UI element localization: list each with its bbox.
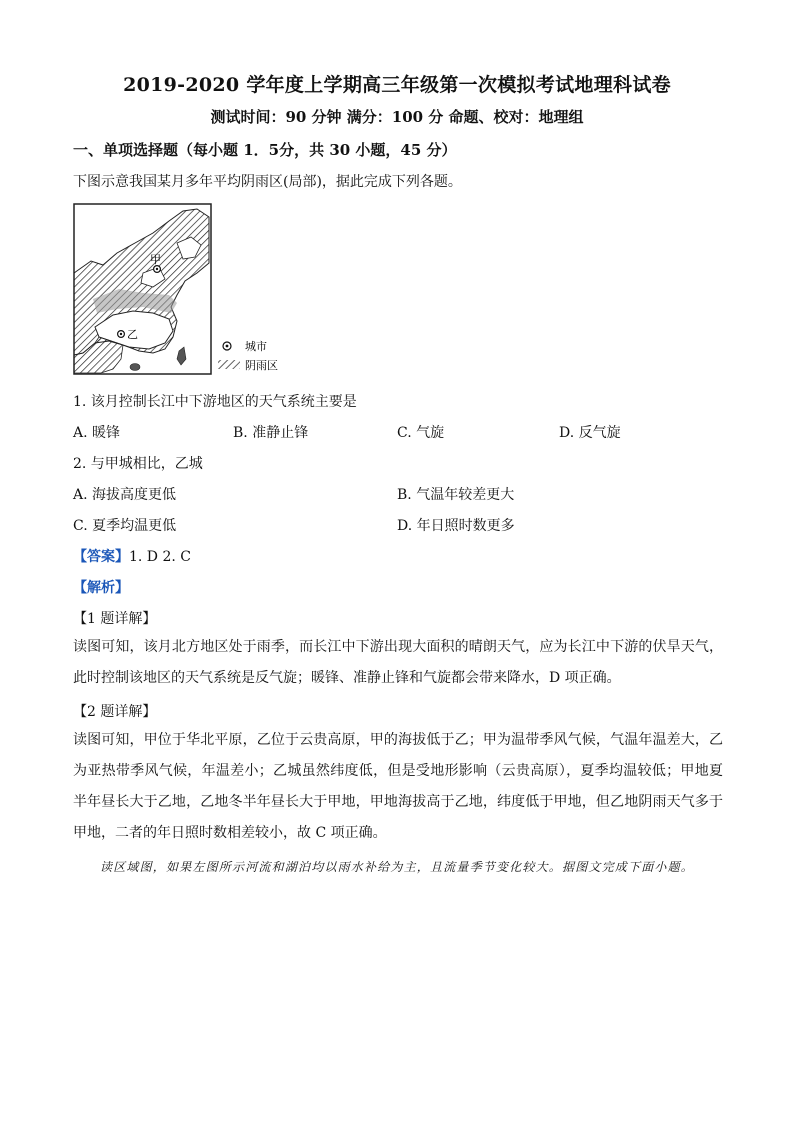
q1-option-b: B. 准静止锋 [233,425,309,441]
legend-rain-label: 阴雨区 [245,359,278,372]
detail1-text: 读图可知，该月北方地区处于雨季，而长江中下游出现大面积的晴朗天气，应为长江中下游的伏旱天气，此时控制该地区的天气系统是反气旋；暖锋、准静止锋和气旋都会带来降水，D 项正确。 [73,639,723,686]
detail2-label: 【2 题详解】 [73,704,157,720]
answer-text: 1. D 2. C [129,549,192,565]
rain-area-map [73,203,293,375]
q1-stem: 1. 该月控制长江中下游地区的天气系统主要是 [73,394,357,410]
detail1-label: 【1 题详解】 [73,611,157,627]
detail2-text: 读图可知，甲位于华北平原，乙位于云贵高原，甲的海拔低于乙；甲为温带季风气候，气温年温差大，乙为亚热带季风气候，年温差小；乙城虽然纬度低，但是受地形影响（云贵高原），夏季均温较低；甲地夏半年昼长大于乙地，乙地冬半年昼长大于甲地，甲地海拔高于乙地，纬度低于甲地，但乙地阴雨天气多于甲地，二者的年日照时数相差较小，故 C 项正确。 [73,732,723,841]
q1-option-d: D. 反气旋 [559,425,621,441]
q2-option-a: A. 海拔高度更低 [73,487,177,503]
exam-subtitle: 测试时间：90 分钟 满分：100 分 命题、校对：地理组 [210,108,584,126]
map-svg [73,203,293,375]
q1-option-c: C. 气旋 [397,425,445,441]
answer-label: 【答案】 [73,549,129,565]
legend-city-label: 城市 [245,340,267,353]
analysis-line [73,577,129,597]
answer-line [73,546,191,566]
q1-option-a: A. 暖锋 [73,425,121,441]
legend-rain-icon [218,360,240,369]
intro-text: 下图示意我国某月多年平均阴雨区(局部)，据此完成下列各题。 [73,174,462,190]
analysis-label: 【解析】 [73,580,129,596]
city-jia-label: 甲 [150,253,161,266]
q2-option-d: D. 年日照时数更多 [397,518,515,534]
city-yi-label: 乙 [127,328,138,341]
section-heading: 一、单项选择题（每小题 1．5分，共 30 小题，45 分） [73,141,457,159]
next-question-intro: 读区域图，如果左图所示河流和湖泊均以雨水补给为主，且流量季节变化较大。据图文完成下面小题。 [100,860,695,874]
q2-option-b: B. 气温年较差更大 [397,487,515,503]
hainan-island [130,364,140,371]
q2-option-c: C. 夏季均温更低 [73,518,177,534]
q2-stem: 2. 与甲城相比，乙城 [73,456,203,472]
exam-title: 2019-2020 学年度上学期高三年级第一次模拟考试地理科试卷 [123,74,671,96]
